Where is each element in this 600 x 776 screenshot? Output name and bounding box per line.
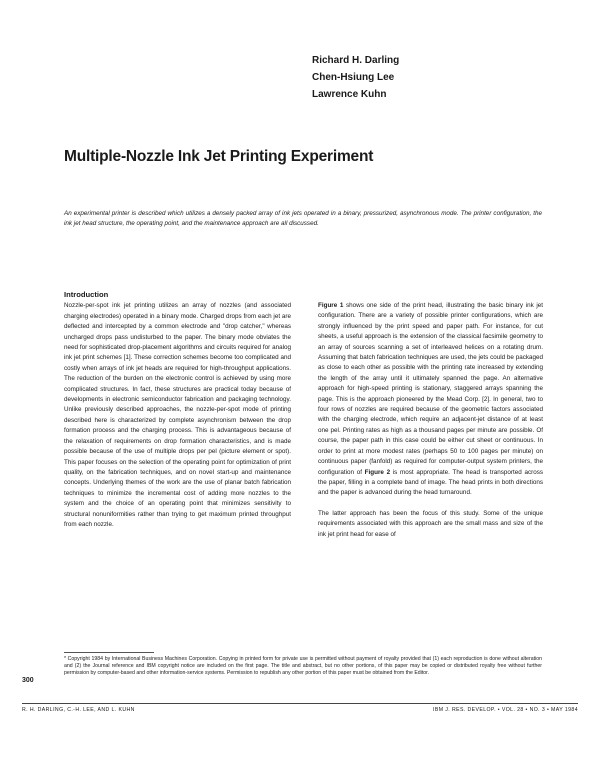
author-name: Chen-Hsiung Lee	[312, 72, 395, 83]
introduction-paragraph: Nozzle-per-spot ink jet printing utilizes an array of nozzles (and associated charging electrodes) operated in a binary mode. Charged drops from each jet are deflected and intercepted by a common electrode and "drop catcher," whereas uncharged drops pass undisturbed to the paper. The binary mode obviates the need for sophisticated drop-placement algorithms and circuits required for analog ink jet print schemes [1]. These correction schemes become too complicated and costly when arrays of ink jet heads are required for high-throughput applications. The reduction of the burden on the electronic control is achieved by using more complicated structures. In fact, these structures are practical today because of developments in electronic semiconductor fabrication and packaging technology. Unlike previously described approaches, the nozzle-per-spot mode of printing described here is characterized by complete asynchronism between the drop formation process and the charging process. This is advantageous because of the relaxation of requirements on drop formation characteristics, and is made possible because of the use of multiple drops per pel (picture element or spot). This paper focuses on the selection of the operating point for optimization of print quality, on the fabrication techniques, and on novel start-up and maintenance concepts. Underlying themes of the work are the use of planar batch fabrication techniques to minimize the incremental cost of adding more nozzles to the system and the choice of an operating point that minimizes sensitivity to structural nonuniformities rather than trying to get maximum printed throughput from each nozzle.	[64, 302, 291, 528]
author-list	[312, 52, 399, 103]
page-number: 300	[22, 677, 34, 684]
running-footer-journal: IBM J. RES. DEVELOP. • VOL. 28 • NO. 3 • MAY 1984	[433, 707, 578, 713]
author-name: Richard H. Darling	[312, 55, 400, 66]
running-footer-authors: R. H. DARLING, C.-H. LEE, AND L. KUHN	[22, 707, 135, 713]
footnote-divider	[64, 652, 154, 653]
figure-2-reference[interactable]: Figure 2	[364, 468, 391, 476]
section-heading: Introduction	[64, 290, 109, 299]
figure-1-reference[interactable]: Figure 1	[318, 302, 344, 309]
right-column	[318, 301, 543, 540]
body-paragraph	[318, 301, 543, 499]
copyright-footnote: * Copyright 1984 by International Business Machines Corporation. Copying in printed form for private use is permitted without payment of royalty provided that (1) each reproduction is done without alteration and (2) the Journal reference and IBM copyright notice are included on the first page. The title and abstract, but no other portions, of this paper may be copied or distributed royalty free without further permission by computer-based and other information-service systems. Permission to republish any other portion of this paper must be obtained from the Editor.	[64, 656, 542, 677]
body-paragraph: The latter approach has been the focus of this study. Some of the unique requirements associated with this approach are the small mass and size of the ink jet print head for ease of	[318, 509, 543, 538]
paper-title: Multiple-Nozzle Ink Jet Printing Experiment	[64, 148, 374, 165]
abstract: An experimental printer is described which utilizes a densely packed array of ink jets operated in a binary, pressurized, asynchronous mode. The printer configuration, the ink jet head structure, the operating point, and the maintenance approach are all discussed.	[64, 210, 542, 228]
body-text: shows one side of the print head, illustrating the basic binary ink jet configuration. There are a variety of possible printer configurations, which are strongly influenced by the print speed and paper path. For instance, for cut sheets, a useful approach is the extension of the classical facsimile geometry to an array of sources scanning a set of interleaved helices on a rotating drum. Assuming that batch fabrication techniques are used, the jets could be packaged as close to each other as possible with the printing rate increased by extending the length of the array until it ultimately spanned the page. An alternative approach for high-speed printing is stationary, staggered arrays spanning the page. This is the approach pioneered by the Mead Corp. [2]. In general, two to four rows of nozzles are required because of the geometric factors associated with the charging electrode, which require an adjacent-jet distance of at least one pel. Printing rates as high as a thousand pages per minute are possible. Of course, the paper path in this case could be either cut sheet or continuous. In order to print at more modest rates (perhaps 50 to 100 pages per minute) on continuous paper (fanfold) as required for computer-output system printers, the configuration of	[318, 302, 543, 476]
left-column	[64, 290, 291, 530]
author-name: Lawrence Kuhn	[312, 89, 387, 100]
body-text: is most appropriate. The head is transported across the paper, filling in a complete band of image. The head prints in both directions and the paper is advanced during the head turnaround.	[318, 468, 543, 497]
footer-divider	[22, 703, 578, 704]
